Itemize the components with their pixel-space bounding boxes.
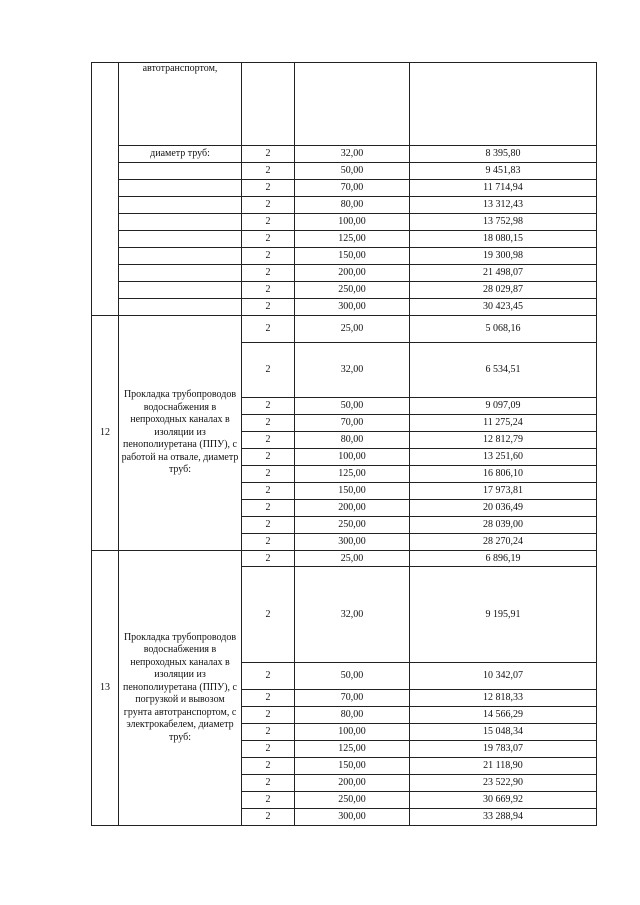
table-row (92, 282, 597, 299)
row-number-cell: 13 (92, 551, 119, 826)
count-cell: 2 (242, 707, 295, 724)
description-cell (119, 282, 242, 299)
diameter-cell: 50,00 (295, 398, 410, 415)
table-row (92, 63, 597, 146)
diameter-cell: 125,00 (295, 466, 410, 483)
row-number-cell: 12 (92, 316, 119, 551)
price-cell: 28 029,87 (410, 282, 597, 299)
price-cell: 9 097,09 (410, 398, 597, 415)
table-row (92, 231, 597, 248)
price-cell: 15 048,34 (410, 724, 597, 741)
count-cell: 2 (242, 146, 295, 163)
empty-cell (410, 63, 597, 146)
price-cell: 13 312,43 (410, 197, 597, 214)
count-cell: 2 (242, 398, 295, 415)
description-cell: Прокладка трубопроводов водоснабжения в непроходных каналах в изоляции из пенополиуретана (ППУ), с погрузкой и вывозом грунта автотранспортом, с электрокабелем, диаметр труб: (119, 551, 242, 826)
price-cell: 21 118,90 (410, 758, 597, 775)
table-row (92, 316, 597, 343)
price-cell: 21 498,07 (410, 265, 597, 282)
price-cell: 13 251,60 (410, 449, 597, 466)
table-row (92, 180, 597, 197)
price-cell: 10 342,07 (410, 663, 597, 690)
count-cell: 2 (242, 432, 295, 449)
count-cell: 2 (242, 231, 295, 248)
count-cell: 2 (242, 724, 295, 741)
description-cell: диаметр труб: (119, 146, 242, 163)
count-cell: 2 (242, 567, 295, 663)
price-cell: 9 195,91 (410, 567, 597, 663)
table-row (92, 163, 597, 180)
table-row (92, 299, 597, 316)
diameter-cell: 200,00 (295, 775, 410, 792)
diameter-cell: 50,00 (295, 163, 410, 180)
description-cell (119, 197, 242, 214)
table-row (92, 214, 597, 231)
count-cell: 2 (242, 299, 295, 316)
count-cell: 2 (242, 282, 295, 299)
empty-cell (242, 63, 295, 146)
row-number-cell (92, 63, 119, 316)
price-cell: 5 068,16 (410, 316, 597, 343)
count-cell: 2 (242, 551, 295, 567)
price-cell: 6 896,19 (410, 551, 597, 567)
diameter-cell: 250,00 (295, 282, 410, 299)
price-table (91, 62, 597, 826)
diameter-cell: 150,00 (295, 758, 410, 775)
diameter-cell: 250,00 (295, 792, 410, 809)
count-cell: 2 (242, 316, 295, 343)
description-cell (119, 265, 242, 282)
price-cell: 9 451,83 (410, 163, 597, 180)
count-cell: 2 (242, 180, 295, 197)
price-cell: 20 036,49 (410, 500, 597, 517)
diameter-cell: 70,00 (295, 690, 410, 707)
count-cell: 2 (242, 758, 295, 775)
diameter-cell: 100,00 (295, 214, 410, 231)
price-table-body (92, 63, 597, 826)
table-row (92, 248, 597, 265)
price-cell: 11 714,94 (410, 180, 597, 197)
diameter-cell: 100,00 (295, 449, 410, 466)
price-cell: 18 080,15 (410, 231, 597, 248)
description-cell: Прокладка трубопроводов водоснабжения в непроходных каналах в изоляции из пенополиуретана (ППУ), с работой на отвале, диаметр труб: (119, 316, 242, 551)
diameter-cell: 250,00 (295, 517, 410, 534)
price-cell: 28 270,24 (410, 534, 597, 551)
price-cell: 23 522,90 (410, 775, 597, 792)
price-cell: 12 812,79 (410, 432, 597, 449)
table-row (92, 197, 597, 214)
price-cell: 17 973,81 (410, 483, 597, 500)
count-cell: 2 (242, 163, 295, 180)
diameter-cell: 125,00 (295, 741, 410, 758)
table-row (92, 551, 597, 567)
description-cell (119, 231, 242, 248)
description-cell: автотранспортом, (119, 63, 242, 146)
diameter-cell: 125,00 (295, 231, 410, 248)
price-cell: 28 039,00 (410, 517, 597, 534)
count-cell: 2 (242, 483, 295, 500)
price-cell: 13 752,98 (410, 214, 597, 231)
description-cell (119, 248, 242, 265)
count-cell: 2 (242, 466, 295, 483)
count-cell: 2 (242, 500, 295, 517)
count-cell: 2 (242, 663, 295, 690)
price-cell: 30 669,92 (410, 792, 597, 809)
description-cell (119, 214, 242, 231)
price-cell: 14 566,29 (410, 707, 597, 724)
diameter-cell: 300,00 (295, 809, 410, 826)
diameter-cell: 200,00 (295, 500, 410, 517)
description-cell (119, 163, 242, 180)
count-cell: 2 (242, 197, 295, 214)
count-cell: 2 (242, 809, 295, 826)
diameter-cell: 32,00 (295, 343, 410, 398)
count-cell: 2 (242, 775, 295, 792)
count-cell: 2 (242, 214, 295, 231)
count-cell: 2 (242, 343, 295, 398)
diameter-cell: 50,00 (295, 663, 410, 690)
diameter-cell: 32,00 (295, 146, 410, 163)
count-cell: 2 (242, 690, 295, 707)
diameter-cell: 300,00 (295, 299, 410, 316)
count-cell: 2 (242, 741, 295, 758)
description-cell (119, 180, 242, 197)
price-cell: 33 288,94 (410, 809, 597, 826)
count-cell: 2 (242, 517, 295, 534)
diameter-cell: 150,00 (295, 483, 410, 500)
price-cell: 19 783,07 (410, 741, 597, 758)
price-cell: 19 300,98 (410, 248, 597, 265)
diameter-cell: 70,00 (295, 180, 410, 197)
diameter-cell: 80,00 (295, 707, 410, 724)
description-cell (119, 299, 242, 316)
diameter-cell: 200,00 (295, 265, 410, 282)
diameter-cell: 150,00 (295, 248, 410, 265)
diameter-cell: 80,00 (295, 197, 410, 214)
diameter-cell: 25,00 (295, 551, 410, 567)
count-cell: 2 (242, 415, 295, 432)
count-cell: 2 (242, 265, 295, 282)
diameter-cell: 80,00 (295, 432, 410, 449)
count-cell: 2 (242, 449, 295, 466)
diameter-cell: 70,00 (295, 415, 410, 432)
diameter-cell: 32,00 (295, 567, 410, 663)
count-cell: 2 (242, 248, 295, 265)
price-cell: 8 395,80 (410, 146, 597, 163)
diameter-cell: 25,00 (295, 316, 410, 343)
diameter-cell: 100,00 (295, 724, 410, 741)
table-row (92, 265, 597, 282)
empty-cell (295, 63, 410, 146)
price-cell: 12 818,33 (410, 690, 597, 707)
count-cell: 2 (242, 792, 295, 809)
price-cell: 6 534,51 (410, 343, 597, 398)
price-cell: 11 275,24 (410, 415, 597, 432)
price-cell: 30 423,45 (410, 299, 597, 316)
diameter-cell: 300,00 (295, 534, 410, 551)
price-cell: 16 806,10 (410, 466, 597, 483)
count-cell: 2 (242, 534, 295, 551)
table-row (92, 146, 597, 163)
